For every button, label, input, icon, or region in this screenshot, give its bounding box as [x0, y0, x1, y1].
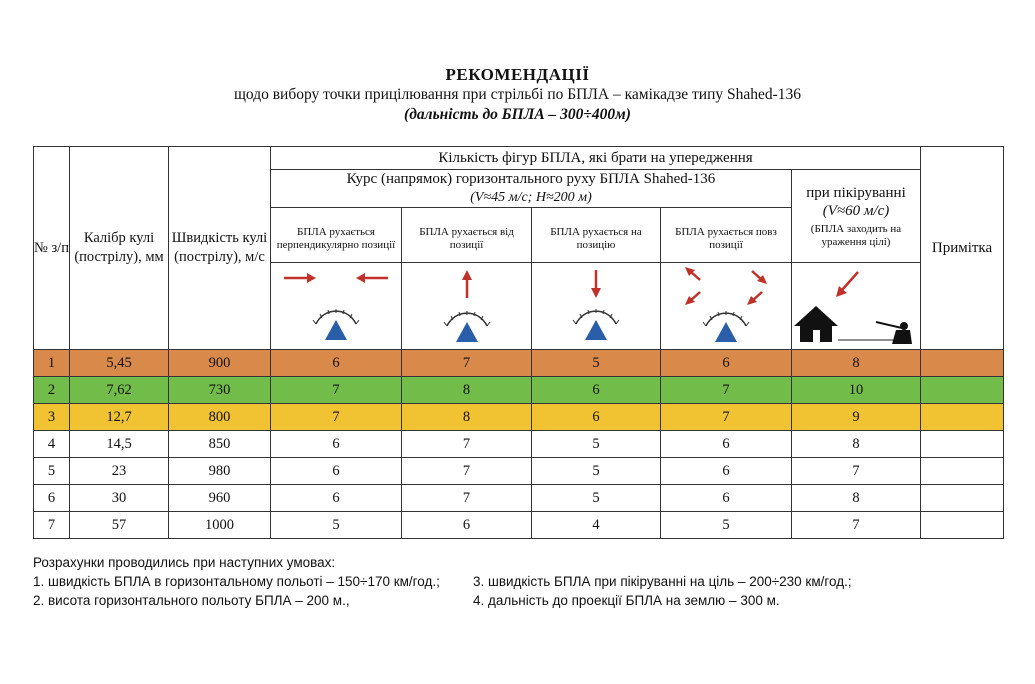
table-row [34, 485, 1004, 512]
cell-past: 5 [661, 512, 792, 539]
cell-toward: 6 [532, 377, 661, 404]
sub-perp-header: БПЛА рухається перпендикулярно позиції [271, 208, 402, 263]
cell-speed: 850 [169, 431, 271, 458]
cell-past: 7 [661, 377, 792, 404]
cell-past: 6 [661, 350, 792, 377]
cell-away: 7 [402, 431, 532, 458]
cell-n: 4 [34, 431, 70, 458]
table-row [34, 377, 1004, 404]
cell-perp: 7 [271, 377, 402, 404]
cell-dive: 10 [792, 377, 921, 404]
cell-note [921, 350, 1004, 377]
cell-n: 7 [34, 512, 70, 539]
cell-caliber: 57 [70, 512, 169, 539]
cell-dive: 8 [792, 350, 921, 377]
icon-past-cell [661, 263, 792, 350]
past-arrows-icon [666, 264, 786, 348]
icon-toward-cell [532, 263, 661, 350]
cell-note [921, 404, 1004, 431]
cell-away: 7 [402, 458, 532, 485]
cell-note [921, 431, 1004, 458]
course-header: Курс (напрямок) горизонтального руху БПЛА Shahed-136 (V≈45 м/с; H≈200 м) [271, 170, 792, 208]
cell-past: 7 [661, 404, 792, 431]
lead-group-header: Кількість фігур БПЛА, які брати на упередження [271, 147, 921, 170]
cell-speed: 730 [169, 377, 271, 404]
dive-house-icon [792, 264, 920, 348]
cell-dive: 7 [792, 512, 921, 539]
away-arrow-icon [407, 264, 527, 348]
cell-toward: 6 [532, 404, 661, 431]
cell-away: 8 [402, 377, 532, 404]
cell-toward: 5 [532, 458, 661, 485]
cell-dive: 9 [792, 404, 921, 431]
cell-caliber: 5,45 [70, 350, 169, 377]
cell-past: 6 [661, 485, 792, 512]
cell-perp: 5 [271, 512, 402, 539]
table-row [34, 458, 1004, 485]
cell-toward: 5 [532, 350, 661, 377]
note-3: 3. швидкість БПЛА при пікіруванні на ціль – 200÷230 км/год.; [473, 574, 852, 589]
recommendations-table [33, 146, 1004, 539]
notes-intro: Розрахунки проводились при наступних умовах: [33, 555, 336, 570]
icon-away-cell [402, 263, 532, 350]
table-row [34, 404, 1004, 431]
cell-dive: 8 [792, 431, 921, 458]
range-note: (дальність до БПЛА – 300÷400м) [404, 106, 631, 123]
cell-perp: 6 [271, 350, 402, 377]
cell-perp: 6 [271, 458, 402, 485]
toward-arrow-icon [536, 264, 656, 348]
page-subtitle: щодо вибору точки прицілювання при стрільбі по БПЛА – камікадзе типу Shahed-136 [233, 86, 802, 103]
cell-n: 2 [34, 377, 70, 404]
cell-away: 8 [402, 404, 532, 431]
table-row [34, 350, 1004, 377]
cell-perp: 7 [271, 404, 402, 431]
col-speed-header: Швидкість кулі (пострілу), м/с [169, 147, 271, 350]
cell-caliber: 7,62 [70, 377, 169, 404]
page-title: РЕКОМЕНДАЦІЇ [445, 65, 590, 84]
col-note-header: Примітка [921, 147, 1004, 350]
dive-header: при пікіруванні (V≈60 м/с) (БПЛА заходить на ураження цілі) [792, 170, 921, 263]
cell-n: 6 [34, 485, 70, 512]
cell-dive: 8 [792, 485, 921, 512]
cell-speed: 800 [169, 404, 271, 431]
cell-past: 6 [661, 431, 792, 458]
notes [33, 553, 993, 610]
sub-past-header: БПЛА рухається повз позиції [661, 208, 792, 263]
cell-n: 5 [34, 458, 70, 485]
cell-caliber: 30 [70, 485, 169, 512]
cell-past: 6 [661, 458, 792, 485]
cell-caliber: 23 [70, 458, 169, 485]
cell-perp: 6 [271, 485, 402, 512]
cell-speed: 900 [169, 350, 271, 377]
note-2: 2. висота горизонтального польоту БПЛА – 200 м., [33, 593, 350, 608]
cell-away: 7 [402, 485, 532, 512]
table-row [34, 512, 1004, 539]
cell-note [921, 377, 1004, 404]
cell-speed: 1000 [169, 512, 271, 539]
col-caliber-header: Калібр кулі (пострілу), мм [70, 147, 169, 350]
cell-toward: 4 [532, 512, 661, 539]
icon-perp-cell [271, 263, 402, 350]
cell-note [921, 485, 1004, 512]
col-num-header: № з/п [34, 147, 70, 350]
cell-toward: 5 [532, 485, 661, 512]
note-4: 4. дальність до проекції БПЛА на землю – 300 м. [473, 593, 780, 608]
cell-speed: 980 [169, 458, 271, 485]
cell-speed: 960 [169, 485, 271, 512]
sub-toward-header: БПЛА рухається на позицію [532, 208, 661, 263]
cell-n: 1 [34, 350, 70, 377]
cell-note [921, 512, 1004, 539]
perpendicular-arrows-icon [276, 264, 396, 348]
cell-toward: 5 [532, 431, 661, 458]
note-1: 1. швидкість БПЛА в горизонтальному польоті – 150÷170 км/год.; [33, 574, 440, 589]
cell-perp: 6 [271, 431, 402, 458]
cell-note [921, 458, 1004, 485]
cell-away: 6 [402, 512, 532, 539]
cell-dive: 7 [792, 458, 921, 485]
table-row [34, 431, 1004, 458]
title-block [0, 64, 1035, 125]
cell-n: 3 [34, 404, 70, 431]
sub-away-header: БПЛА рухається від позиції [402, 208, 532, 263]
cell-caliber: 12,7 [70, 404, 169, 431]
cell-caliber: 14,5 [70, 431, 169, 458]
cell-away: 7 [402, 350, 532, 377]
icon-dive-cell [792, 263, 921, 350]
